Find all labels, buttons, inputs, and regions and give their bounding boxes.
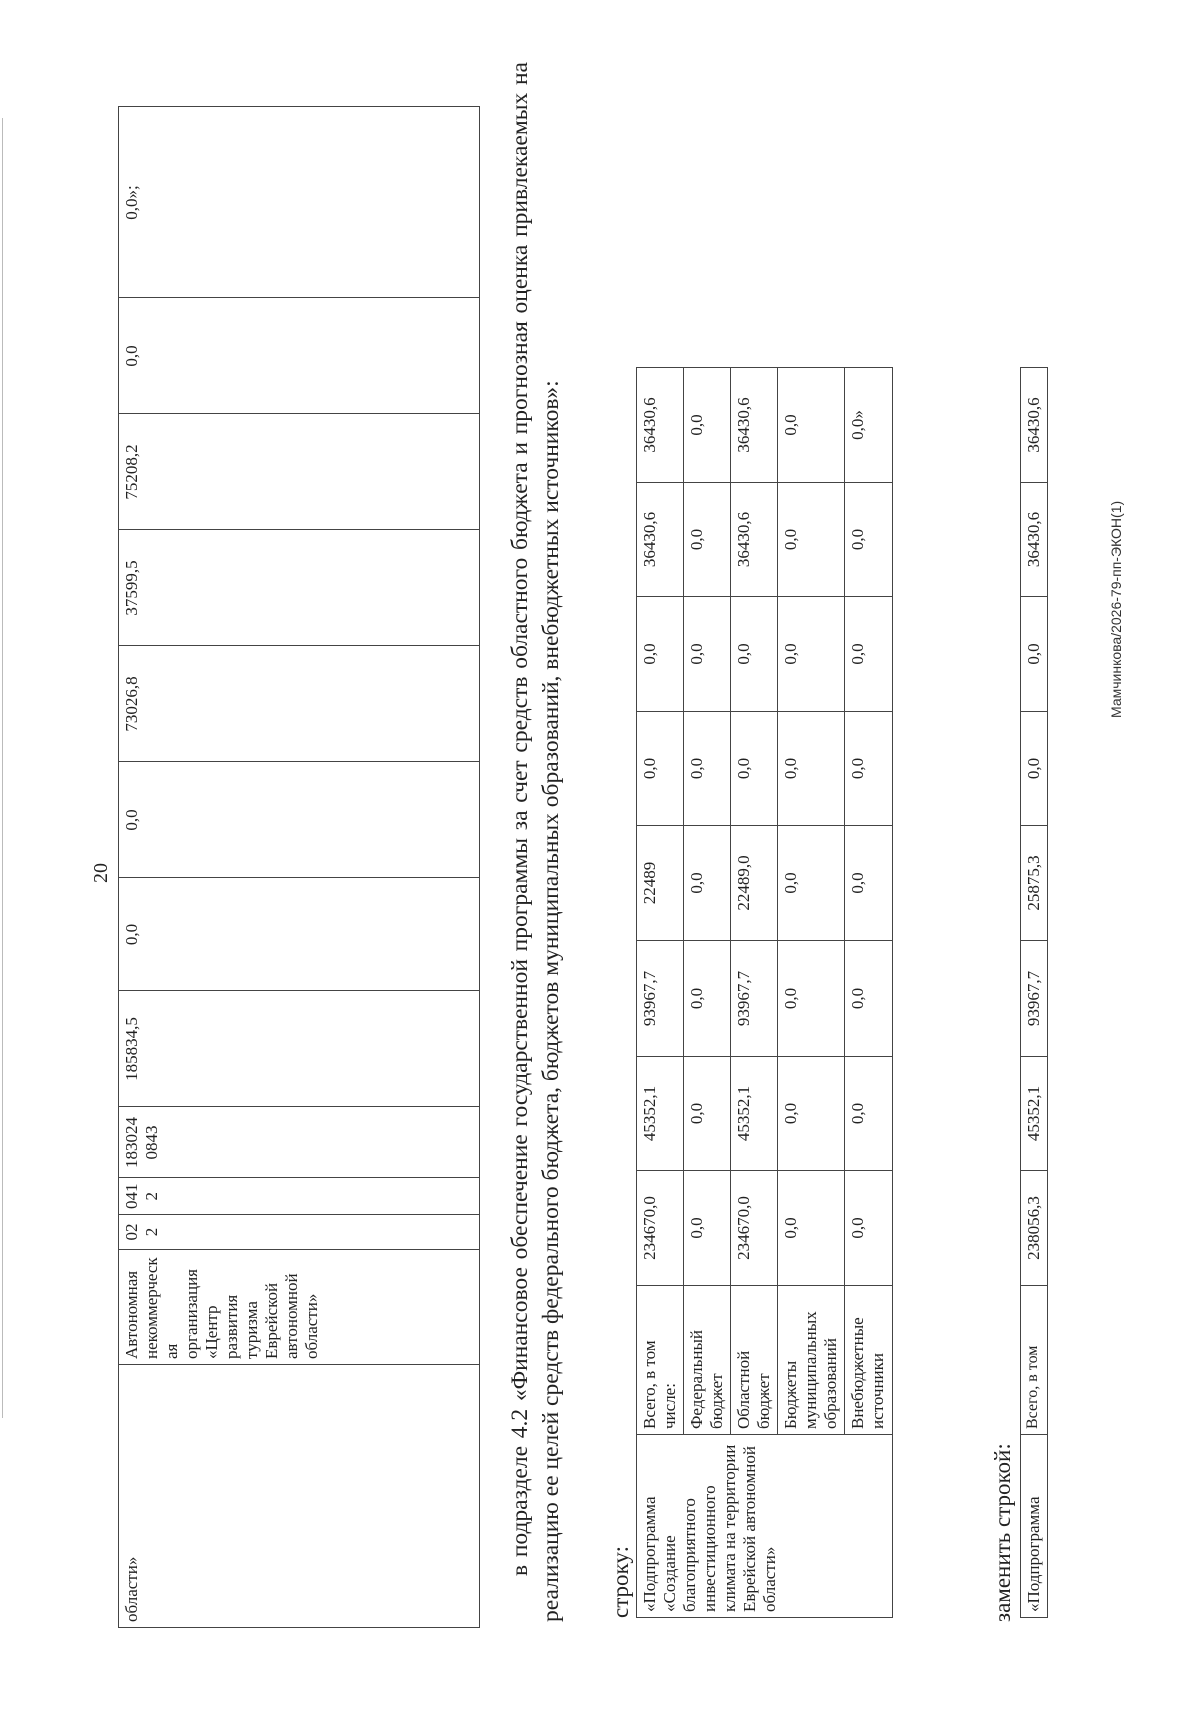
- table-cell: Автономная некоммерческ ая организация «Центр развития туризма Еврейской автономной области»: [119, 1250, 480, 1365]
- table-cell: 0,0: [684, 1171, 731, 1286]
- table-cell: 0,0: [119, 298, 480, 414]
- row-label: Федеральный бюджет: [684, 1286, 731, 1435]
- program-name-cell: «Подпрограмма: [1021, 1435, 1048, 1618]
- table-cell: 0,0: [119, 762, 480, 878]
- table-cell: 36430,6: [637, 483, 684, 597]
- table-cell: 73026,8: [119, 646, 480, 762]
- scan-edge: [0, 0, 6, 1718]
- table-cell: 0,0: [845, 1171, 892, 1286]
- table-cell: 0,0: [778, 826, 845, 941]
- table-cell: 0,0: [684, 941, 731, 1057]
- table-row: [778, 368, 845, 1618]
- program-name-cell: «Подпрограмма «Создание благоприятного инвестиционного климата на территории Еврейской автономной области»: [637, 1435, 893, 1618]
- table-cell: 0,0: [778, 597, 845, 712]
- row-label: Бюджеты муниципальных образований: [778, 1286, 845, 1435]
- label-replace: заменить строкой:: [990, 1443, 1015, 1622]
- row-label: Всего, в том: [1021, 1286, 1048, 1435]
- table-row: [1021, 368, 1048, 1618]
- table-row: [119, 107, 480, 1628]
- table-cell: 0,0: [1021, 597, 1048, 712]
- table-cell: 93967,7: [731, 941, 778, 1057]
- table-cell: 041 2: [119, 1178, 480, 1215]
- paragraph-text: в подразделе 4.2 «Финансовое обеспечение государственной программы за счет средств областного бюджета и прогнозная оценка привлекаемых на реализацию ее целей средств федерального бюджета, бюджетов муниципальных образований, внебюджетных источников»:: [507, 62, 565, 1622]
- table-cell: 0,0: [684, 483, 731, 597]
- page-number: 20: [90, 863, 112, 883]
- table-cell: 0,0: [731, 597, 778, 712]
- paragraph: [505, 62, 568, 1622]
- table-cell: 93967,7: [637, 941, 684, 1057]
- program-table: [636, 367, 893, 1618]
- table-cell: 0,0: [778, 483, 845, 597]
- table-cell: 36430,6: [731, 368, 778, 483]
- table-cell: 0,0: [119, 878, 480, 991]
- table-cell: 0,0: [637, 712, 684, 826]
- table-cell: 183024 0843: [119, 1107, 480, 1178]
- table-cell: 45352,1: [637, 1057, 684, 1171]
- table-cell: 0,0: [845, 483, 892, 597]
- footer-code: Мамчинкова/2026-79-пп-ЭКОН(1): [1108, 500, 1124, 718]
- table-cell: 36430,6: [1021, 368, 1048, 483]
- table-cell: 93967,7: [1021, 941, 1048, 1057]
- row-label: Областной бюджет: [731, 1286, 778, 1435]
- table-cell: 0,0: [778, 1171, 845, 1286]
- table-cell: 0,0: [684, 1057, 731, 1171]
- table-cell: 22489,0: [731, 826, 778, 941]
- replace-table: [1020, 367, 1048, 1618]
- table-cell: 0,0: [1021, 712, 1048, 826]
- table-cell: 0,0: [684, 712, 731, 826]
- table-cell: 0,0: [778, 941, 845, 1057]
- table-cell: 0,0: [778, 1057, 845, 1171]
- top-table: [118, 107, 480, 1629]
- table-cell: 02 2: [119, 1215, 480, 1250]
- table-cell: 234670,0: [637, 1171, 684, 1286]
- table-cell: 0,0»;: [119, 107, 480, 298]
- table-cell: 0,0: [845, 941, 892, 1057]
- table-cell: 0,0: [778, 712, 845, 826]
- table-row: [731, 368, 778, 1618]
- table-cell: 238056,3: [1021, 1171, 1048, 1286]
- table-cell: 0,0: [684, 368, 731, 483]
- table-cell: 36430,6: [637, 368, 684, 483]
- table-cell: 36430,6: [731, 483, 778, 597]
- table-cell: 45352,1: [731, 1057, 778, 1171]
- table-cell: 234670,0: [731, 1171, 778, 1286]
- table-row: [845, 368, 892, 1618]
- row-label: Внебюджетные источники: [845, 1286, 892, 1435]
- table-cell: 0,0: [845, 1057, 892, 1171]
- table-cell: 36430,6: [1021, 483, 1048, 597]
- table-cell: 0,0: [684, 826, 731, 941]
- table-cell: 0,0: [731, 712, 778, 826]
- table-cell: 75208,2: [119, 414, 480, 530]
- table-cell: области»: [119, 1365, 480, 1628]
- table-row: [637, 368, 684, 1618]
- table-row: [684, 368, 731, 1618]
- table-cell: 0,0: [845, 597, 892, 712]
- table-cell: 0,0: [845, 826, 892, 941]
- table-cell: 0,0: [845, 712, 892, 826]
- table-cell: 45352,1: [1021, 1057, 1048, 1171]
- table-cell: 0,0: [637, 597, 684, 712]
- table-cell: 0,0»: [845, 368, 892, 483]
- table-cell: 25875,3: [1021, 826, 1048, 941]
- table-cell: 185834,5: [119, 991, 480, 1107]
- table-cell: 37599,5: [119, 530, 480, 646]
- label-row: строку:: [608, 1546, 633, 1618]
- table-cell: 22489: [637, 826, 684, 941]
- table-cell: 0,0: [778, 368, 845, 483]
- row-label: Всего, в том числе:: [637, 1286, 684, 1435]
- table-cell: 0,0: [684, 597, 731, 712]
